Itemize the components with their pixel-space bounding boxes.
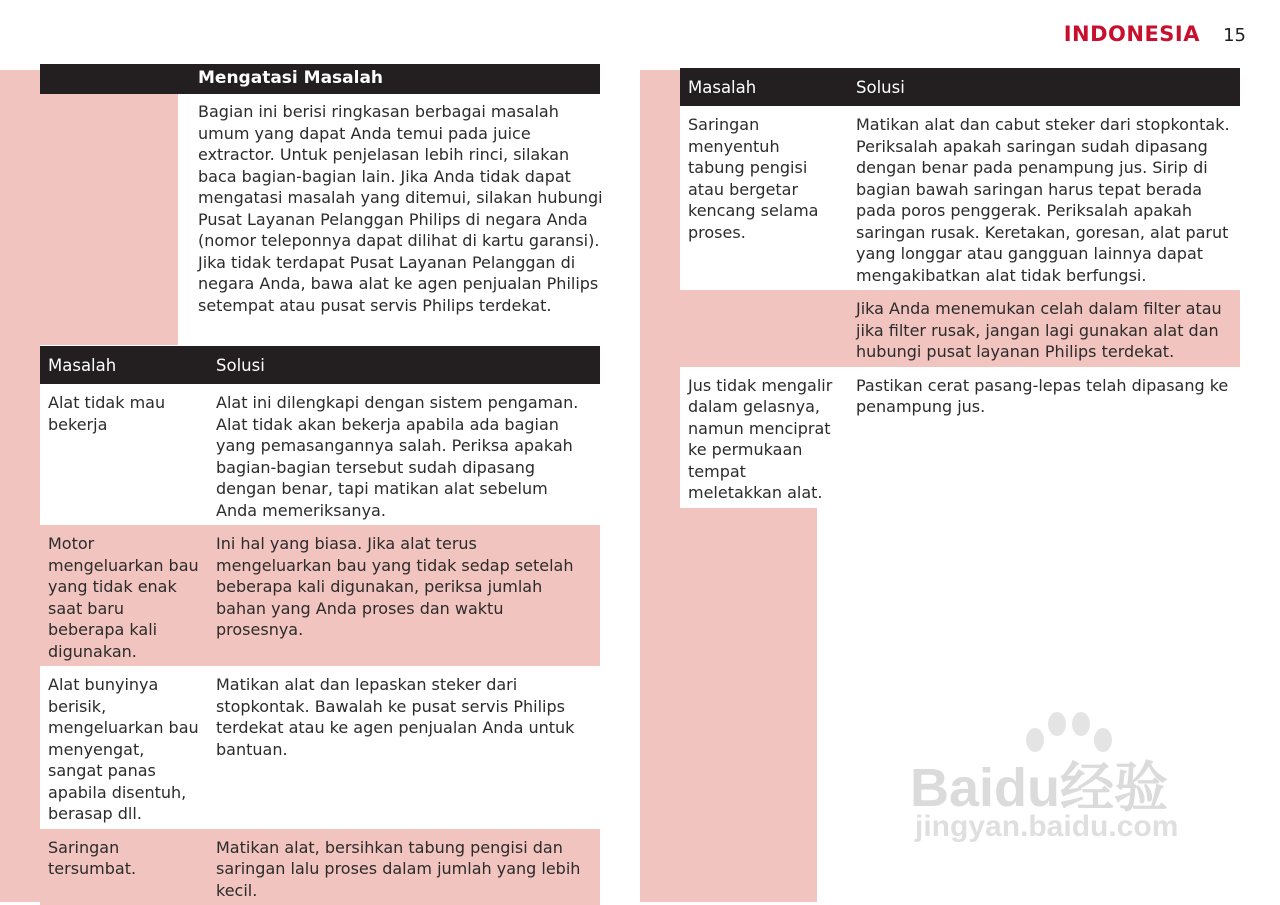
baidu-watermark: [905, 710, 1215, 860]
solution-cell: Matikan alat, bersihkan tabung pengisi dan saringan lalu proses dalam jumlah yang lebih kecil.: [208, 829, 600, 905]
watermark-url: jingyan.baidu.com: [915, 810, 1178, 844]
table-row: [680, 367, 1240, 508]
language-label: INDONESIA: [1060, 22, 1200, 46]
table-header-row: [680, 68, 1240, 106]
problem-cell: Motor mengeluarkan bau yang tidak enak saat baru beberapa kali digunakan.: [40, 525, 208, 666]
solution-cell: Ini hal yang biasa. Jika alat terus mengeluarkan bau yang tidak sedap setelah beberapa kali digunakan, periksa jumlah bahan yang Anda proses dan waktu prosesnya.: [208, 525, 600, 666]
intro-paragraph: Bagian ini berisi ringkasan berbagai masalah umum yang dapat Anda temui pada juice extractor. Untuk penjelasan lebih rinci, silakan baca bagian-bagian lain. Jika Anda tidak dapat mengatasi masalah yang ditemui, silakan hubungi Pusat Layanan Pelanggan Philips di negara Anda (nomor teleponnya dapat dilihat di kartu garansi). Jika tidak terdapat Pusat Layanan Pelanggan di negara Anda, bawa alat ke agen penjualan Philips setempat atau pusat servis Philips terdekat.: [198, 101, 608, 316]
column-header-solution: Solusi: [848, 68, 1240, 106]
page-number: 15: [1212, 25, 1246, 46]
problem-cell: Saringan tersumbat.: [40, 829, 208, 905]
solution-cell: Matikan alat dan cabut steker dari stopkontak. Periksalah apakah saringan sudah dipasang dengan benar pada penampung jus. Sirip di bagian bawah saringan harus tepat berada pada poros penggerak. Periksalah apakah saringan rusak. Keretakan, goresan, alat parut yang longgar atau gangguan lainnya dapat mengakibatkan alat tidak berfungsi.: [848, 106, 1240, 290]
table-header-row: [40, 346, 600, 384]
table-row: [680, 106, 1240, 290]
pink-side-strip: [640, 70, 680, 902]
section-title: Mengatasi Masalah: [198, 68, 383, 88]
problem-cell: Alat tidak mau bekerja: [40, 384, 208, 525]
problem-cell: Saringan menyentuh tabung pengisi atau bergetar kencang selama proses.: [680, 106, 848, 290]
table-row: [680, 290, 1240, 367]
section-header-bar: [40, 64, 600, 94]
pink-side-strip: [0, 345, 40, 860]
pink-side-strip: [680, 503, 817, 902]
pink-side-strip: [0, 70, 178, 345]
table-row: [40, 525, 600, 666]
watermark-brand: Baidu经验: [910, 745, 1168, 822]
table-row: [40, 384, 600, 525]
column-header-solution: Solusi: [208, 346, 600, 384]
troubleshooting-table-right: [680, 68, 1240, 508]
solution-cell: Jika Anda menemukan celah dalam filter atau jika filter rusak, jangan lagi gunakan alat dan hubungi pusat layanan Philips terdekat.: [848, 290, 1240, 367]
table-row: [40, 666, 600, 829]
column-header-problem: Masalah: [40, 346, 208, 384]
problem-cell: [680, 290, 848, 367]
solution-cell: Matikan alat dan lepaskan steker dari stopkontak. Bawalah ke pusat servis Philips terdekat atau ke agen penjualan Anda untuk bantuan.: [208, 666, 600, 829]
problem-cell: Jus tidak mengalir dalam gelasnya, namun menciprat ke permukaan tempat meletakkan alat.: [680, 367, 848, 508]
table-row: [40, 829, 600, 905]
column-header-problem: Masalah: [680, 68, 848, 106]
solution-cell: Pastikan cerat pasang-lepas telah dipasang ke penampung jus.: [848, 367, 1240, 508]
problem-cell: Alat bunyinya berisik, mengeluarkan bau menyengat, sangat panas apabila disentuh, berasap dll.: [40, 666, 208, 829]
solution-cell: Alat ini dilengkapi dengan sistem pengaman. Alat tidak akan bekerja apabila ada bagian yang pemasangannya salah. Periksa apakah bagian-bagian tersebut sudah dipasang dengan benar, tapi matikan alat sebelum Anda memeriksanya.: [208, 384, 600, 525]
troubleshooting-table-left: [40, 346, 600, 905]
